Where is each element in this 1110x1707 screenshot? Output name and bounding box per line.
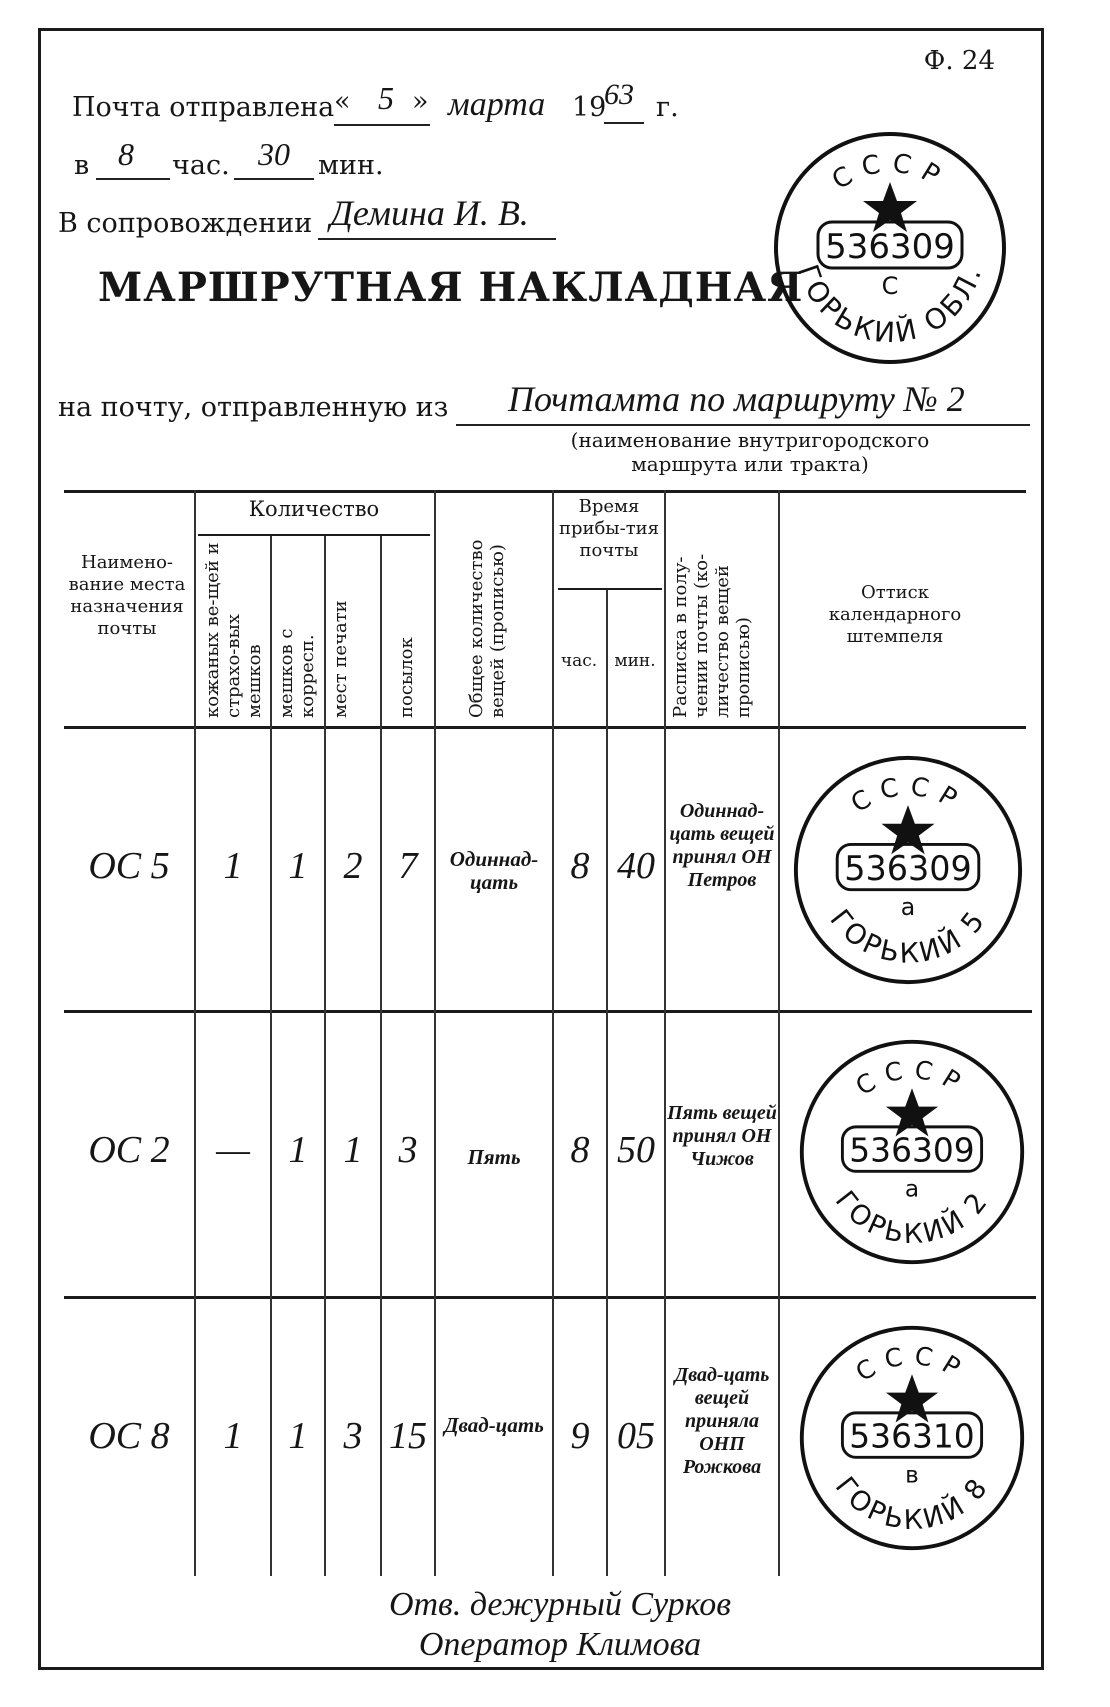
row-3-destination: ОС 8 <box>88 1415 170 1457</box>
header-print-items: мест печати <box>330 600 351 718</box>
table-header-bottom-border <box>64 726 1026 729</box>
row-1-stamp <box>790 752 1026 992</box>
row-3-hour: 9 <box>570 1415 590 1457</box>
header-stamp <box>770 128 1010 372</box>
header-parcels: посылок <box>396 637 417 718</box>
table-top-border <box>64 490 1026 493</box>
close-quote: » <box>412 86 429 117</box>
duty-officer-signature: Отв. дежурный Сурков <box>388 1586 732 1623</box>
document-title: МАРШРУТНАЯ НАКЛАДНАЯ <box>98 264 804 311</box>
row-2-stamp <box>796 1036 1028 1272</box>
row-1-stamp-letter: а <box>900 893 916 922</box>
row-2-stamp-number: 536309 <box>849 1130 975 1170</box>
header-stamp-top-text: СССР <box>827 148 954 197</box>
row-2-stamp-bottom-text: ГОРЬКИЙ 2 <box>828 1185 996 1251</box>
row-1-stamp-top-text: СССР <box>845 771 971 820</box>
row-1-receipt: Одиннад-цать вещей принял ОН Петров <box>669 800 775 891</box>
header-stamp-number: 536309 <box>825 227 955 267</box>
header-stamp-letter: С <box>881 272 899 300</box>
hour-unit: час. <box>172 150 230 181</box>
arrival-underline <box>558 588 662 590</box>
sent-day: 5 <box>378 80 394 116</box>
row-3-stamp-bottom-text: ГОРЬКИЙ 8 <box>828 1471 996 1537</box>
row-1-corresp-bags: 1 <box>288 845 308 887</box>
row-1-hour: 8 <box>570 845 590 887</box>
row-3-leather-bags: 1 <box>223 1415 243 1457</box>
row-2-destination: ОС 2 <box>88 1129 170 1171</box>
sent-month: марта <box>448 86 546 123</box>
form-number: Ф. 24 <box>923 46 995 76</box>
route-caption: (наименование внутригородского маршрута или тракта) <box>570 428 930 476</box>
header-total-items: Общее количество вещей (прописью) <box>466 539 508 718</box>
escort-name: Демина И. В. <box>330 193 529 233</box>
operator-signature: Оператор Климова <box>418 1626 702 1663</box>
row-2-leather-bags: — <box>216 1129 250 1171</box>
row-3-stamp-top-text: СССР <box>850 1340 974 1388</box>
quantity-underline <box>198 534 430 536</box>
row-3-parcels: 15 <box>389 1415 427 1457</box>
row-2-receipt: Пять вещей принял ОН Чижов <box>667 1102 777 1170</box>
row-2-stamp-letter: а <box>904 1175 920 1203</box>
header-minute: мин. <box>614 651 656 671</box>
route-label: на почту, отправленную из <box>58 392 449 423</box>
row-2-minute: 50 <box>617 1129 655 1171</box>
escort-underline <box>318 238 556 240</box>
row-2-parcels: 3 <box>398 1129 418 1171</box>
header-stamp-imprint: Оттиск календарного штемпеля <box>828 582 962 647</box>
col-line-9 <box>778 490 780 1576</box>
sent-minute: 30 <box>258 136 290 172</box>
row-2-corresp-bags: 1 <box>288 1129 308 1171</box>
row-3-minute: 05 <box>617 1415 655 1457</box>
header-corresp-bags: мешков с корресп. <box>276 628 318 718</box>
row-3-stamp-number: 536310 <box>849 1416 975 1456</box>
row-3-print-items: 3 <box>343 1415 363 1457</box>
row-2-hour: 8 <box>570 1129 590 1171</box>
star-icon <box>881 805 934 854</box>
row-1-total-items: Одиннад-цать <box>449 847 539 894</box>
row-1-parcels: 7 <box>398 845 418 887</box>
route-value: Почтамта по маршруту № 2 <box>508 379 965 419</box>
year-unit: г. <box>656 92 679 123</box>
year-prefix: 19 <box>572 92 607 123</box>
header-stamp-bottom-text: ГОРЬКИЙ ОБЛ. <box>791 260 989 350</box>
year-suffix: 63 <box>604 78 634 111</box>
header-quantity: Количество <box>248 497 380 521</box>
sent-hour: 8 <box>118 136 134 172</box>
minute-unit: мин. <box>318 150 384 181</box>
year-underline <box>604 122 644 124</box>
row-2-stamp-top-text: СССР <box>850 1054 974 1102</box>
row-1-destination: ОС 5 <box>88 845 170 887</box>
row-2-print-items: 1 <box>343 1129 363 1171</box>
row-3-corresp-bags: 1 <box>288 1415 308 1457</box>
row-1-stamp-bottom-text: ГОРЬКИЙ 5 <box>823 903 993 970</box>
star-icon <box>863 182 917 232</box>
header-leather-bags: кожаных ве-щей и страхо-вых мешков <box>202 542 265 718</box>
row-3-receipt: Двад-цать вещей приняла ОНП Рожкова <box>674 1364 770 1478</box>
open-quote: « <box>334 86 351 117</box>
hour-underline <box>96 178 170 180</box>
row-2-total-items: Пять <box>467 1145 521 1169</box>
row-1-print-items: 2 <box>343 845 363 887</box>
header-destination: Наимено-вание места назначения почты <box>68 552 186 639</box>
row-1-minute: 40 <box>617 845 655 887</box>
header-arrival-time: Время прибы-тия почты <box>558 496 660 561</box>
row-1-leather-bags: 1 <box>223 845 243 887</box>
row-3-stamp-letter: в <box>905 1461 919 1489</box>
header-receipt: Расписка в полу-чении почты (ко-личество вещей прописью) <box>670 553 754 718</box>
row-1-stamp-number: 536309 <box>844 848 972 888</box>
sent-label: Почта отправлена <box>72 92 335 123</box>
minute-underline <box>234 178 314 180</box>
day-underline <box>334 124 430 126</box>
row-3-total-items: Двад-цать <box>444 1413 544 1437</box>
escort-label: В сопровождении <box>58 208 313 239</box>
route-underline <box>456 424 1030 426</box>
at-label: в <box>74 150 90 181</box>
row-separator-1 <box>64 1010 1032 1013</box>
row-3-stamp <box>796 1322 1028 1558</box>
star-icon <box>886 1374 938 1422</box>
row-separator-2 <box>64 1296 1036 1299</box>
header-hour: час. <box>560 651 598 671</box>
star-icon <box>886 1088 938 1136</box>
